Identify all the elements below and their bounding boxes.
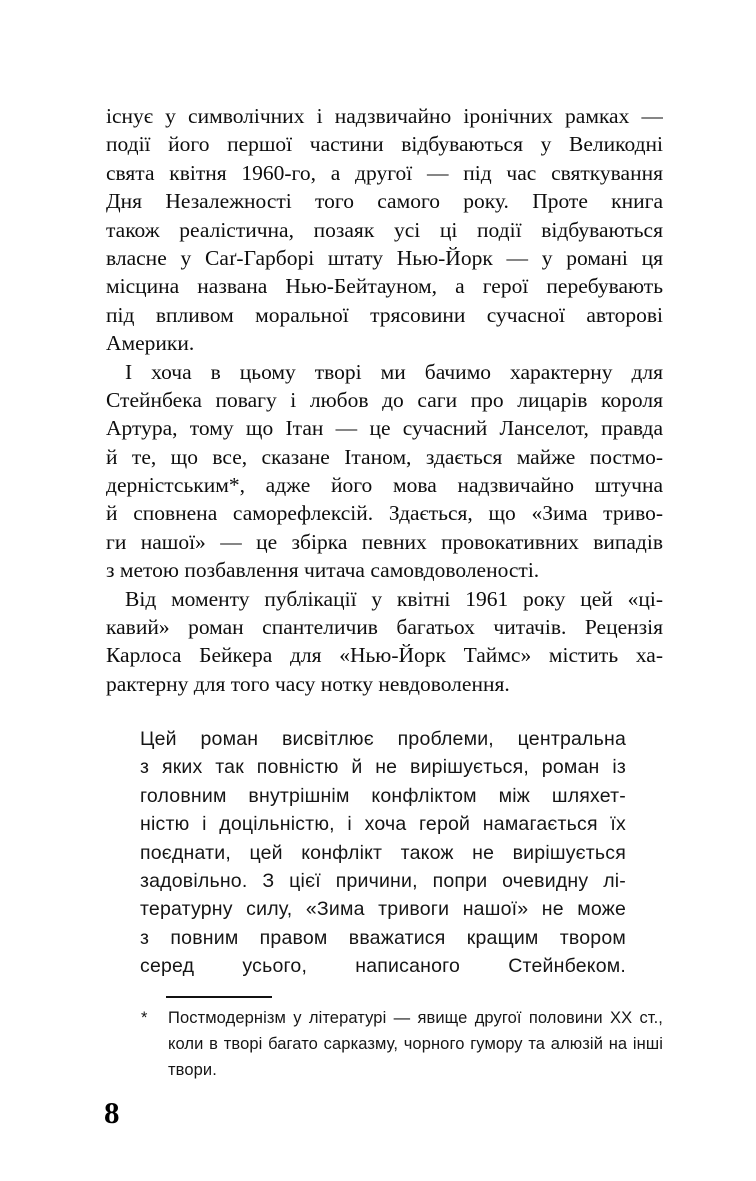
body-text-line: події його першої частини відбуваються у Великодні (106, 132, 663, 157)
quote-line: тературну силу, «Зима тривоги нашої» не може (140, 898, 626, 921)
quote-line: серед усього, написаного Стейнбеком. (140, 955, 626, 978)
footnote-marker: * (141, 1009, 148, 1027)
body-text-line: Артура, тому що Ітан — це сучасний Ланселот, правда (106, 416, 663, 441)
body-text-line: дерністським*, адже його мова надзвичайно штучна (106, 473, 663, 498)
footnote-line: твори. (168, 1061, 217, 1079)
body-text-line: Дня Незалежності того самого року. Проте книга (106, 189, 663, 214)
body-text-line: І хоча в цьому творі ми бачимо характерну для (125, 359, 663, 384)
quote-line: ністю і доцільністю, і хоча герой намагається їх (140, 813, 626, 836)
footnote-text (168, 1005, 663, 1083)
page-number: 8 (104, 1095, 120, 1130)
body-text-line: й те, що все, сказане Ітаном, здається майже постмо- (106, 444, 663, 469)
body-text-line: ги нашої» — це збірка певних провокативних випадів (106, 529, 663, 554)
body-text (106, 102, 663, 698)
footnote-line: Постмодернізм у літературі — явище другої половини XX ст., (168, 1009, 663, 1027)
body-text-line: кавий» роман спантеличив багатьох читачів. Рецензія (106, 615, 663, 640)
body-text-line: також реалістична, позаяк усі ці події відбуваються (106, 217, 663, 242)
body-text-line: й сповнена саморефлексій. Здається, що «Зима триво- (106, 501, 663, 526)
body-text-line: Стейнбека повагу і любов до саги про лицарів короля (106, 387, 663, 412)
body-text-line: Карлоса Бейкера для «Нью-Йорк Таймс» містить ха- (106, 643, 663, 668)
footnote (141, 1005, 663, 1083)
block-quote (140, 725, 626, 981)
body-text-line: власне у Саґ-Гарборі штату Нью-Йорк — у романі ця (106, 245, 663, 270)
quote-line: з яких так повністю й не вирішується, роман із (140, 756, 626, 779)
body-text-line: Від моменту публікації у квітні 1961 року цей «ці- (125, 586, 663, 611)
body-text-line: свята квітня 1960-го, а другої — під час святкування (106, 160, 663, 185)
body-text-line: з метою позбавлення читача самовдоволеності. (106, 558, 540, 583)
quote-line: головним внутрішнім конфліктом між шляхет- (140, 784, 626, 807)
body-text-line: рактерну для того часу нотку невдоволення. (106, 671, 510, 696)
body-text-line: існує у символічних і надзвичайно іронічних рамках — (106, 104, 663, 128)
body-text-line: місцина названа Нью-Бейтауном, а герої перебувають (106, 274, 663, 299)
footnote-line: коли в творі багато сарказму, чорного гумору та алюзій на інші (168, 1035, 663, 1053)
quote-line: поєднати, цей конфлікт також не вирішується (140, 841, 626, 864)
footnote-divider (166, 996, 272, 998)
quote-line: задовільно. З цієї причини, попри очевидну лі- (140, 869, 626, 892)
quote-line: Цей роман висвітлює проблеми, центральна (140, 728, 626, 750)
quote-line: з повним правом вважатися кращим твором (140, 926, 626, 949)
body-text-line: під впливом моральної трясовини сучасної авторові (106, 302, 663, 327)
body-text-line: Америки. (106, 331, 195, 356)
